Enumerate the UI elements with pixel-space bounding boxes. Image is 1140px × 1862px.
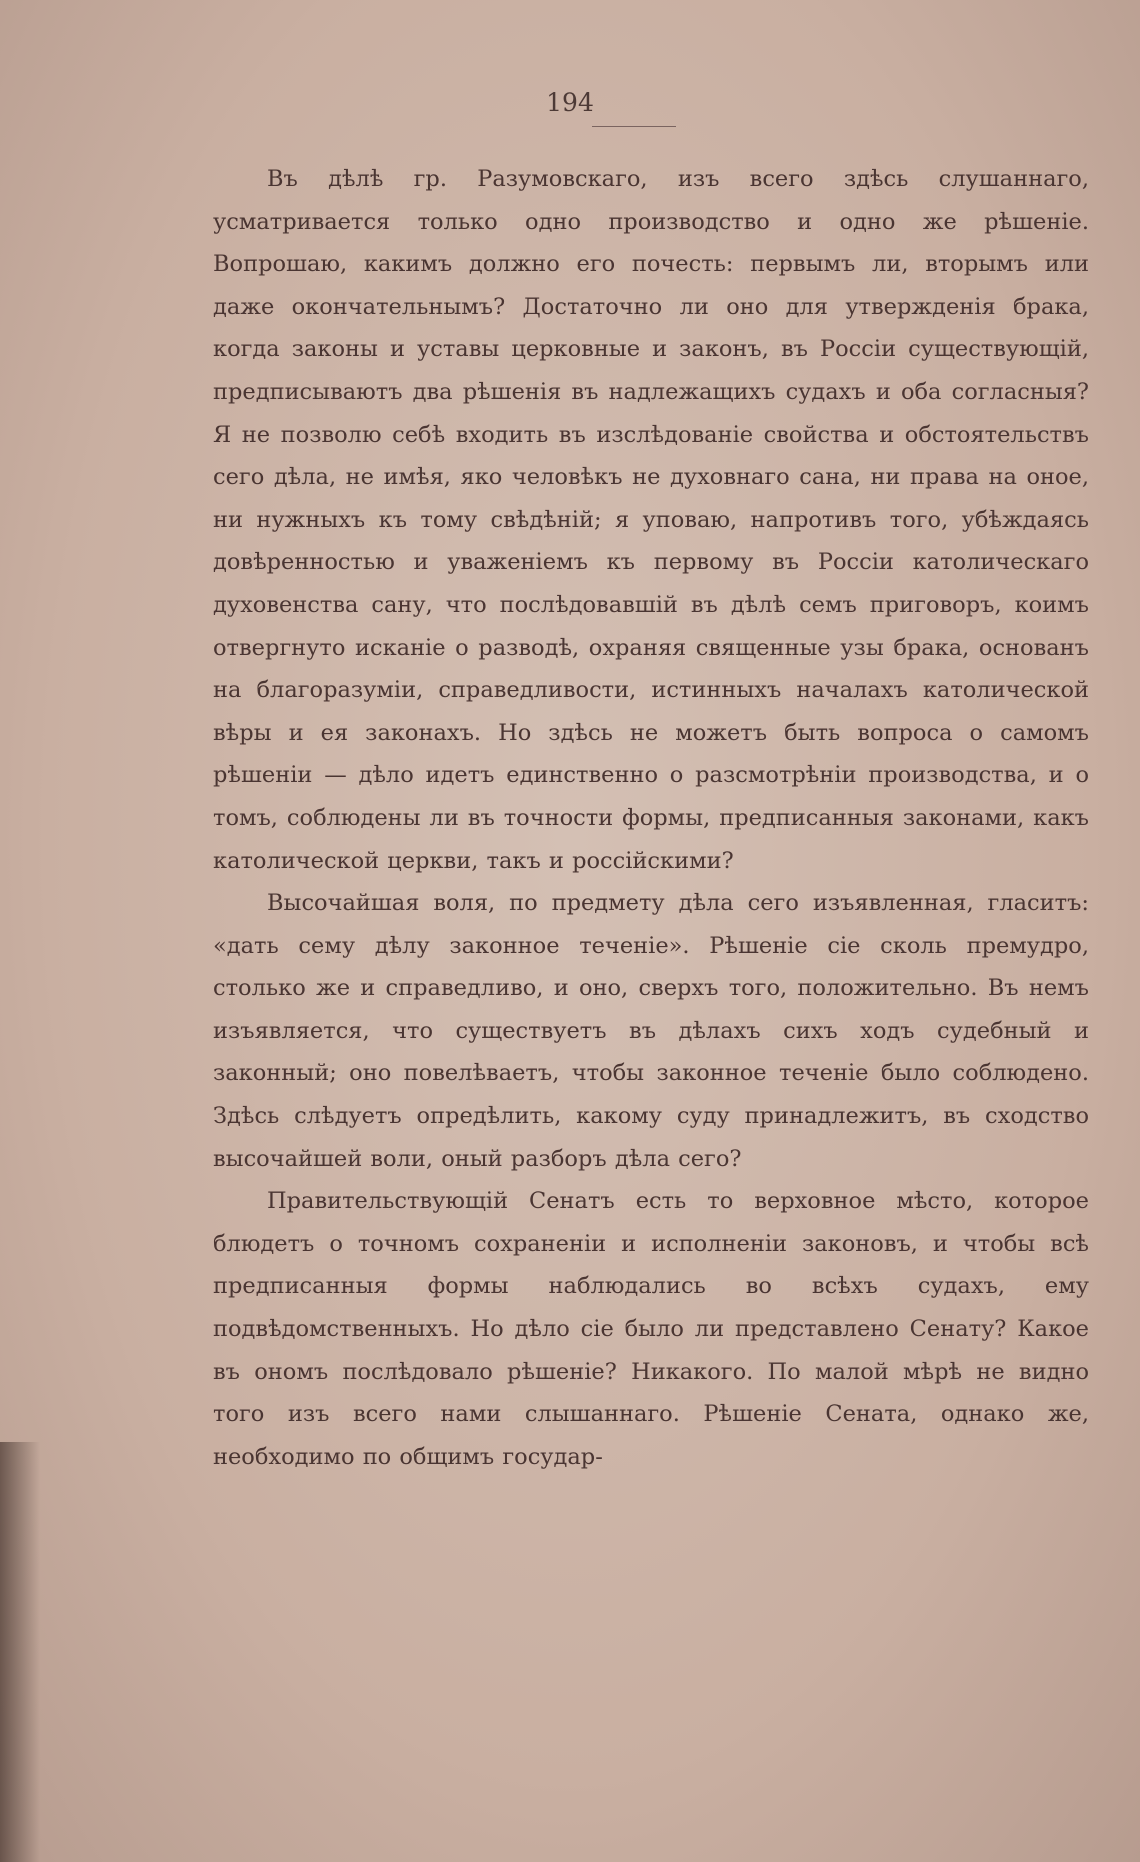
paragraph-3: Правительствующій Сенатъ есть то верховное мѣсто, которое блюдетъ о точномъ сохраненіи и исполненіи законовъ, и чтобы всѣ предписанныя формы наблюдались во всѣхъ судахъ, ему подвѣдомственныхъ. Но дѣло сіе было ли представлено Сенату? Какое въ ономъ послѣдовало рѣшеніе? Никакого. По малой мѣрѣ не видно того изъ всего нами слышаннаго. Рѣшеніе Сената, однако же, необходимо по общимъ государ- — [213, 1188, 1089, 1470]
paragraph-1: Въ дѣлѣ гр. Разумовскаго, изъ всего здѣсь слушаннаго, усматривается только одно производство и одно же рѣшеніе. Вопрошаю, какимъ должно его почесть: первымъ ли, вторымъ или даже окончательнымъ? Достаточно ли оно для утвержденія брака, когда законы и уставы церковные и законъ, въ Россіи существующій, предписываютъ два рѣшенія въ надлежащихъ судахъ и оба согласныя? Я не позволю себѣ входить въ изслѣдованіе свойства и обстоятельствъ сего дѣла, не имѣя, яко человѣкъ не духовнаго сана, ни права на оное, ни нужныхъ къ тому свѣдѣній; я уповаю, напротивъ того, убѣждаясь довѣренностью и уваженіемъ къ первому въ Россіи католическаго духовенства сану, что послѣдовавшій въ дѣлѣ семъ приговоръ, коимъ отвергнуто исканіе о разводѣ, охраняя священные узы брака, основанъ на благоразуміи, справедливости, истинныхъ началахъ католической вѣры и ея законахъ. Но здѣсь не можетъ быть вопроса о самомъ рѣшеніи — дѣло идетъ единственно о разсмотрѣніи производства, и о томъ, соблюдены ли въ точности формы, предписанныя законами, какъ католической церкви, такъ и россійскими? — [213, 166, 1089, 874]
text-column — [213, 158, 1089, 1478]
page-number: 194 — [546, 88, 594, 117]
header-rule — [592, 126, 676, 127]
binding-shadow — [0, 1442, 40, 1862]
paragraph-2: Высочайшая воля, по предмету дѣла сего изъявленная, гласитъ: «дать сему дѣлу законное теченіе». Рѣшеніе сіе сколь премудро, столько же и справедливо, и оно, сверхъ того, положительно. Въ немъ изъявляется, что существуетъ въ дѣлахъ сихъ ходъ судебный и законный; оно повелѣваетъ, чтобы законное теченіе было соблюдено. Здѣсь слѣдуетъ опредѣлить, какому суду принадлежитъ, въ сходство высочайшей воли, оный разборъ дѣла сего? — [213, 890, 1089, 1172]
